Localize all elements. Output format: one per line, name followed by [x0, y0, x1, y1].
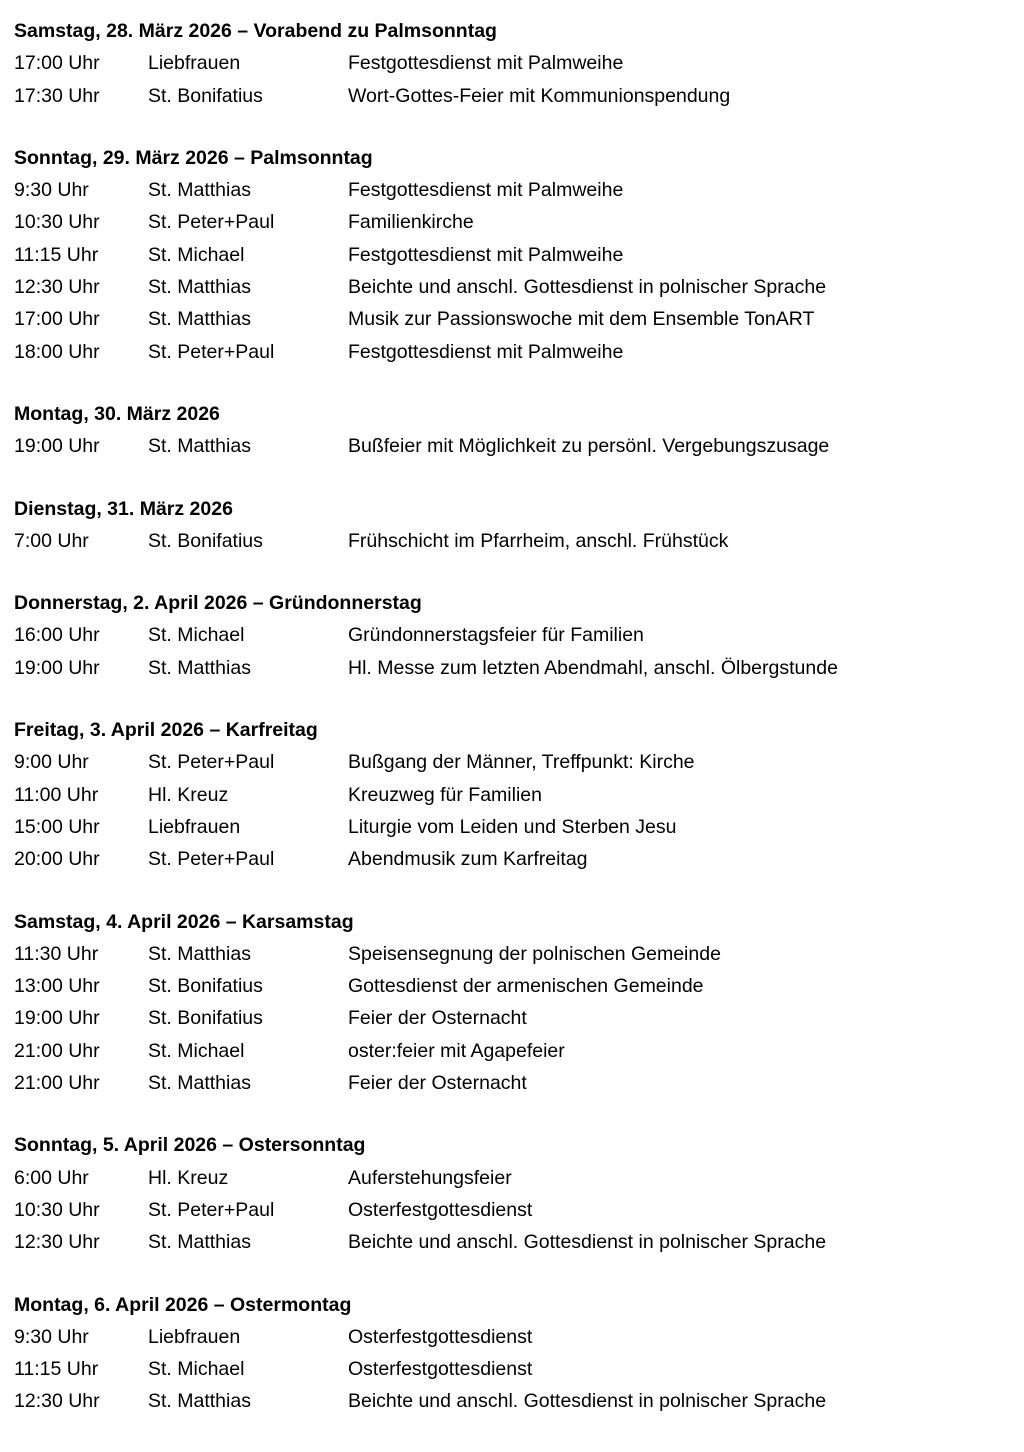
day-section — [14, 142, 1008, 368]
event-row — [14, 1353, 1008, 1385]
event-time: 12:30 Uhr — [14, 276, 100, 299]
event-time: 19:00 Uhr — [14, 1007, 100, 1030]
event-description: Frühschicht im Pfarrheim, anschl. Frühstück — [348, 529, 729, 552]
event-location: St. Bonifatius — [148, 529, 263, 552]
event-location: St. Michael — [148, 1039, 245, 1062]
day-heading: Sonntag, 5. April 2026 – Ostersonntag — [14, 1134, 366, 1157]
event-row — [14, 239, 1008, 271]
event-row — [14, 1067, 1008, 1099]
event-location: St. Bonifatius — [148, 975, 263, 998]
event-description: Wort-Gottes-Feier mit Kommunionspendung — [348, 84, 731, 107]
event-list — [14, 619, 1008, 684]
event-list — [14, 938, 1008, 1099]
event-location: St. Peter+Paul — [148, 848, 275, 871]
event-row — [14, 1162, 1008, 1194]
event-location: Liebfrauen — [148, 52, 241, 75]
event-row — [14, 80, 1008, 112]
event-list — [14, 1162, 1008, 1259]
event-time: 12:30 Uhr — [14, 1390, 100, 1413]
event-location: St. Matthias — [148, 276, 251, 299]
event-time: 16:00 Uhr — [14, 624, 100, 647]
event-row — [14, 1035, 1008, 1067]
event-time: 7:00 Uhr — [14, 529, 89, 552]
day-section — [14, 1289, 1008, 1418]
event-row — [14, 303, 1008, 335]
day-heading: Montag, 6. April 2026 – Ostermontag — [14, 1293, 352, 1316]
event-time: 9:30 Uhr — [14, 1325, 89, 1348]
event-row — [14, 811, 1008, 843]
event-location: St. Peter+Paul — [148, 751, 275, 774]
event-description: Osterfestgottesdienst — [348, 1358, 533, 1381]
event-description: Osterfestgottesdienst — [348, 1325, 533, 1348]
event-location: St. Michael — [148, 624, 245, 647]
event-location: St. Matthias — [148, 1231, 251, 1254]
day-heading: Freitag, 3. April 2026 – Karfreitag — [14, 719, 318, 742]
event-location: Hl. Kreuz — [148, 783, 229, 806]
event-description: Festgottesdienst mit Palmweihe — [348, 179, 624, 202]
event-time: 21:00 Uhr — [14, 1039, 100, 1062]
event-description: Beichte und anschl. Gottesdienst in polnischer Sprache — [348, 1390, 827, 1413]
event-time: 20:00 Uhr — [14, 848, 100, 871]
event-row — [14, 525, 1008, 557]
event-time: 12:30 Uhr — [14, 1231, 100, 1254]
day-section — [14, 493, 1008, 558]
event-time: 15:00 Uhr — [14, 815, 100, 838]
event-description: Festgottesdienst mit Palmweihe — [348, 340, 624, 363]
day-section — [14, 398, 1008, 463]
event-location: St. Michael — [148, 243, 245, 266]
event-list — [14, 174, 1008, 368]
event-time: 11:30 Uhr — [14, 942, 99, 965]
event-row — [14, 430, 1008, 462]
event-description: oster:feier mit Agapefeier — [348, 1039, 565, 1062]
event-time: 17:30 Uhr — [14, 84, 100, 107]
event-time: 10:30 Uhr — [14, 211, 100, 234]
event-location: St. Peter+Paul — [148, 1198, 275, 1221]
event-row — [14, 619, 1008, 651]
event-description: Kreuzweg für Familien — [348, 783, 542, 806]
day-section — [14, 15, 1008, 112]
event-row — [14, 271, 1008, 303]
event-time: 11:15 Uhr — [14, 243, 99, 266]
event-description: Festgottesdienst mit Palmweihe — [348, 52, 624, 75]
event-row — [14, 1321, 1008, 1353]
event-list — [14, 1321, 1008, 1418]
event-row — [14, 47, 1008, 79]
event-description: Festgottesdienst mit Palmweihe — [348, 243, 624, 266]
day-heading: Dienstag, 31. März 2026 — [14, 497, 233, 520]
event-description: Feier der Osternacht — [348, 1007, 527, 1030]
day-heading: Samstag, 4. April 2026 – Karsamstag — [14, 910, 354, 933]
event-list — [14, 430, 1008, 462]
event-description: Abendmusik zum Karfreitag — [348, 848, 588, 871]
event-location: St. Bonifatius — [148, 1007, 263, 1030]
event-list — [14, 746, 1008, 875]
event-description: Gottesdienst der armenischen Gemeinde — [348, 975, 704, 998]
event-description: Auferstehungsfeier — [348, 1166, 512, 1189]
event-time: 11:15 Uhr — [14, 1358, 99, 1381]
event-description: Liturgie vom Leiden und Sterben Jesu — [348, 815, 677, 838]
event-row — [14, 970, 1008, 1002]
event-time: 17:00 Uhr — [14, 52, 100, 75]
event-description: Familienkirche — [348, 211, 474, 234]
event-row — [14, 746, 1008, 778]
event-row — [14, 206, 1008, 238]
event-location: St. Matthias — [148, 1390, 251, 1413]
event-location: St. Matthias — [148, 1072, 251, 1095]
day-section — [14, 587, 1008, 684]
event-row — [14, 652, 1008, 684]
event-time: 17:00 Uhr — [14, 308, 100, 331]
event-time: 19:00 Uhr — [14, 435, 100, 458]
day-section — [14, 714, 1008, 875]
event-location: St. Matthias — [148, 179, 251, 202]
event-location: St. Bonifatius — [148, 84, 263, 107]
day-heading: Sonntag, 29. März 2026 – Palmsonntag — [14, 146, 373, 169]
event-location: St. Peter+Paul — [148, 340, 275, 363]
event-row — [14, 174, 1008, 206]
event-description: Musik zur Passionswoche mit dem Ensemble TonART — [348, 308, 815, 331]
event-list — [14, 525, 1008, 557]
day-heading: Donnerstag, 2. April 2026 – Gründonnerstag — [14, 592, 422, 615]
day-heading: Montag, 30. März 2026 — [14, 402, 220, 425]
event-description: Osterfestgottesdienst — [348, 1198, 533, 1221]
event-description: Feier der Osternacht — [348, 1072, 527, 1095]
event-row — [14, 1226, 1008, 1258]
event-location: St. Matthias — [148, 656, 251, 679]
event-location: St. Michael — [148, 1358, 245, 1381]
event-time: 11:00 Uhr — [14, 783, 99, 806]
event-description: Hl. Messe zum letzten Abendmahl, anschl. Ölbergstunde — [348, 656, 838, 679]
event-row — [14, 336, 1008, 368]
event-location: Hl. Kreuz — [148, 1166, 229, 1189]
event-list — [14, 47, 1008, 112]
event-time: 13:00 Uhr — [14, 975, 100, 998]
event-description: Beichte und anschl. Gottesdienst in polnischer Sprache — [348, 1231, 827, 1254]
event-location: St. Matthias — [148, 435, 251, 458]
event-row — [14, 938, 1008, 970]
event-description: Gründonnerstagsfeier für Familien — [348, 624, 644, 647]
event-location: St. Matthias — [148, 308, 251, 331]
event-time: 9:30 Uhr — [14, 179, 89, 202]
day-section — [14, 906, 1008, 1100]
event-description: Speisensegnung der polnischen Gemeinde — [348, 942, 721, 965]
event-location: Liebfrauen — [148, 1325, 241, 1348]
event-description: Bußfeier mit Möglichkeit zu persönl. Vergebungszusage — [348, 435, 830, 458]
event-location: St. Peter+Paul — [148, 211, 275, 234]
event-time: 21:00 Uhr — [14, 1072, 100, 1095]
event-row — [14, 1002, 1008, 1034]
event-row — [14, 843, 1008, 875]
event-row — [14, 1385, 1008, 1417]
event-time: 6:00 Uhr — [14, 1166, 89, 1189]
event-time: 9:00 Uhr — [14, 751, 89, 774]
event-location: Liebfrauen — [148, 815, 241, 838]
day-heading: Samstag, 28. März 2026 – Vorabend zu Palmsonntag — [14, 20, 497, 42]
event-time: 19:00 Uhr — [14, 656, 100, 679]
event-location: St. Matthias — [148, 942, 251, 965]
event-description: Bußgang der Männer, Treffpunkt: Kirche — [348, 751, 695, 774]
day-section — [14, 1129, 1008, 1258]
event-time: 10:30 Uhr — [14, 1198, 100, 1221]
event-description: Beichte und anschl. Gottesdienst in polnischer Sprache — [348, 276, 827, 299]
event-row — [14, 1194, 1008, 1226]
event-row — [14, 779, 1008, 811]
event-time: 18:00 Uhr — [14, 340, 100, 363]
